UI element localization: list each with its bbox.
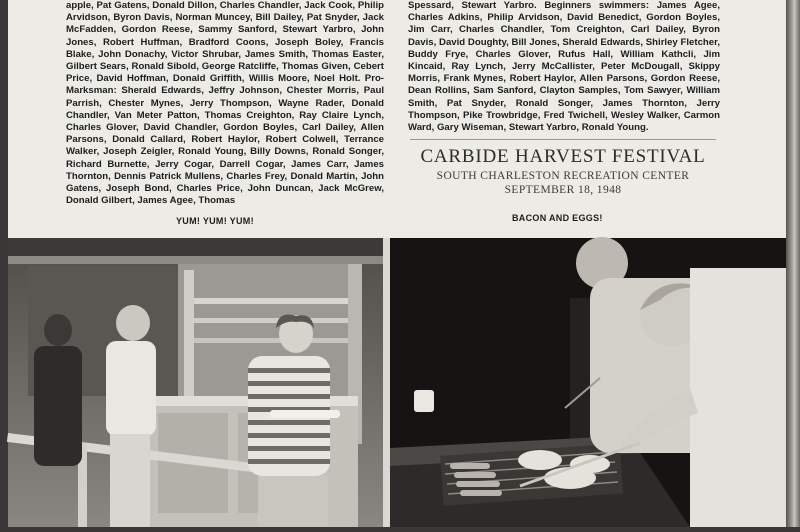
- honor-roll-left-column: [66, 0, 384, 207]
- festival-divider: [410, 139, 716, 140]
- caption-left-photo: YUM! YUM! YUM!: [176, 216, 254, 226]
- honor-roll-right-column: [408, 0, 720, 134]
- festival-date: SEPTEMBER 18, 1948: [504, 184, 622, 196]
- grill-photo-drawing: [390, 238, 786, 527]
- festival-venue: SOUTH CHARLESTON RECREATION CENTER: [436, 170, 690, 182]
- left-column-text: apple, Pat Gatens, Donald Dillon, Charles Chandler, Jack Cook, Philip Arvidson, Byron Davis, Norman Muncey, Bill Dailey, Pat Snyder, Jack McFadden, Gordon Reese, Sammy Sanford, Stewart Yarbro, John Jones, Robert Huffman, Bradford Coons, Joseph Boley, Francis Blake, John Donachy, Victor Shrubar, James Smith, Thomas Easter, Gilbert Sears, Ronald Sibold, George Ratcliffe, Thomas Given, Cebert Price, David Hoffman, Donald Griffith, Willis Moore, Noel Holt. Pro-Marksman: Sherald Edwards, Jeffry Johnson, Chester Morris, Paul Parrish, Chester Mynes, Jerry Thompson, Wayne Rader, Donald Chandler, Van Meter Patton, Thomas Creighton, Ray Claire Lynch, Charles Glover, David Chandler, Gordon Boyles, Carl Dailey, Allen Parsons, Donald Callard, Robert Haylor, Robert Colwell, Terrance Walker, Joseph Zeigler, Ronald Young, Billy Downs, Ronald Songer, Richard Burnette, Jerry Cogar, Darrell Cogar, James Carr, James Thornton, Dennis Patrick Mullens, Charles Frey, Donald Martin, John Gatens, Joseph Bond, Charles Price, John Duncan, Jack McGrew, Donald Gilbert, James Agee, Thomas: [66, 0, 384, 207]
- caption-right-photo: BACON AND EGGS!: [512, 213, 603, 223]
- grill-photo: [390, 238, 786, 527]
- food-stand-photo-drawing: [8, 238, 383, 527]
- book-spine: [786, 0, 800, 527]
- right-column-text: Spessard, Stewart Yarbro. Beginners swimmers: James Agee, Charles Adkins, Philip Arvidson, David Benedict, Gordon Boyles, Jim Carr, Charles Chandler, Tom Creighton, Carl Dailey, Byron Davis, David Doughty, Bill Jones, Sherald Edwards, Shirley Fletcher, Buddy Frye, Charles Glover, Rufus Hall, William Kathcli, Jim Kincaid, Ray Lynch, Jerry McCallister, Peter McDougall, Skippy Morris, Frank Mynes, Robert Haylor, Allen Parsons, Gordon Reese, Dean Rollins, Sam Sanford, Clayton Samples, Tom Sawyer, William Smith, Pat Snyder, Ronald Songer, James Thornton, Jerry Thompson, Pike Trowbridge, Fred Twichell, Wesley Walker, Carmon Ward, Gary Wiseman, Stewart Yarbro, Ronald Young.: [408, 0, 720, 134]
- food-stand-photo: [8, 238, 383, 527]
- photo-gutter: [383, 238, 390, 527]
- festival-title: CARBIDE HARVEST FESTIVAL: [420, 146, 706, 167]
